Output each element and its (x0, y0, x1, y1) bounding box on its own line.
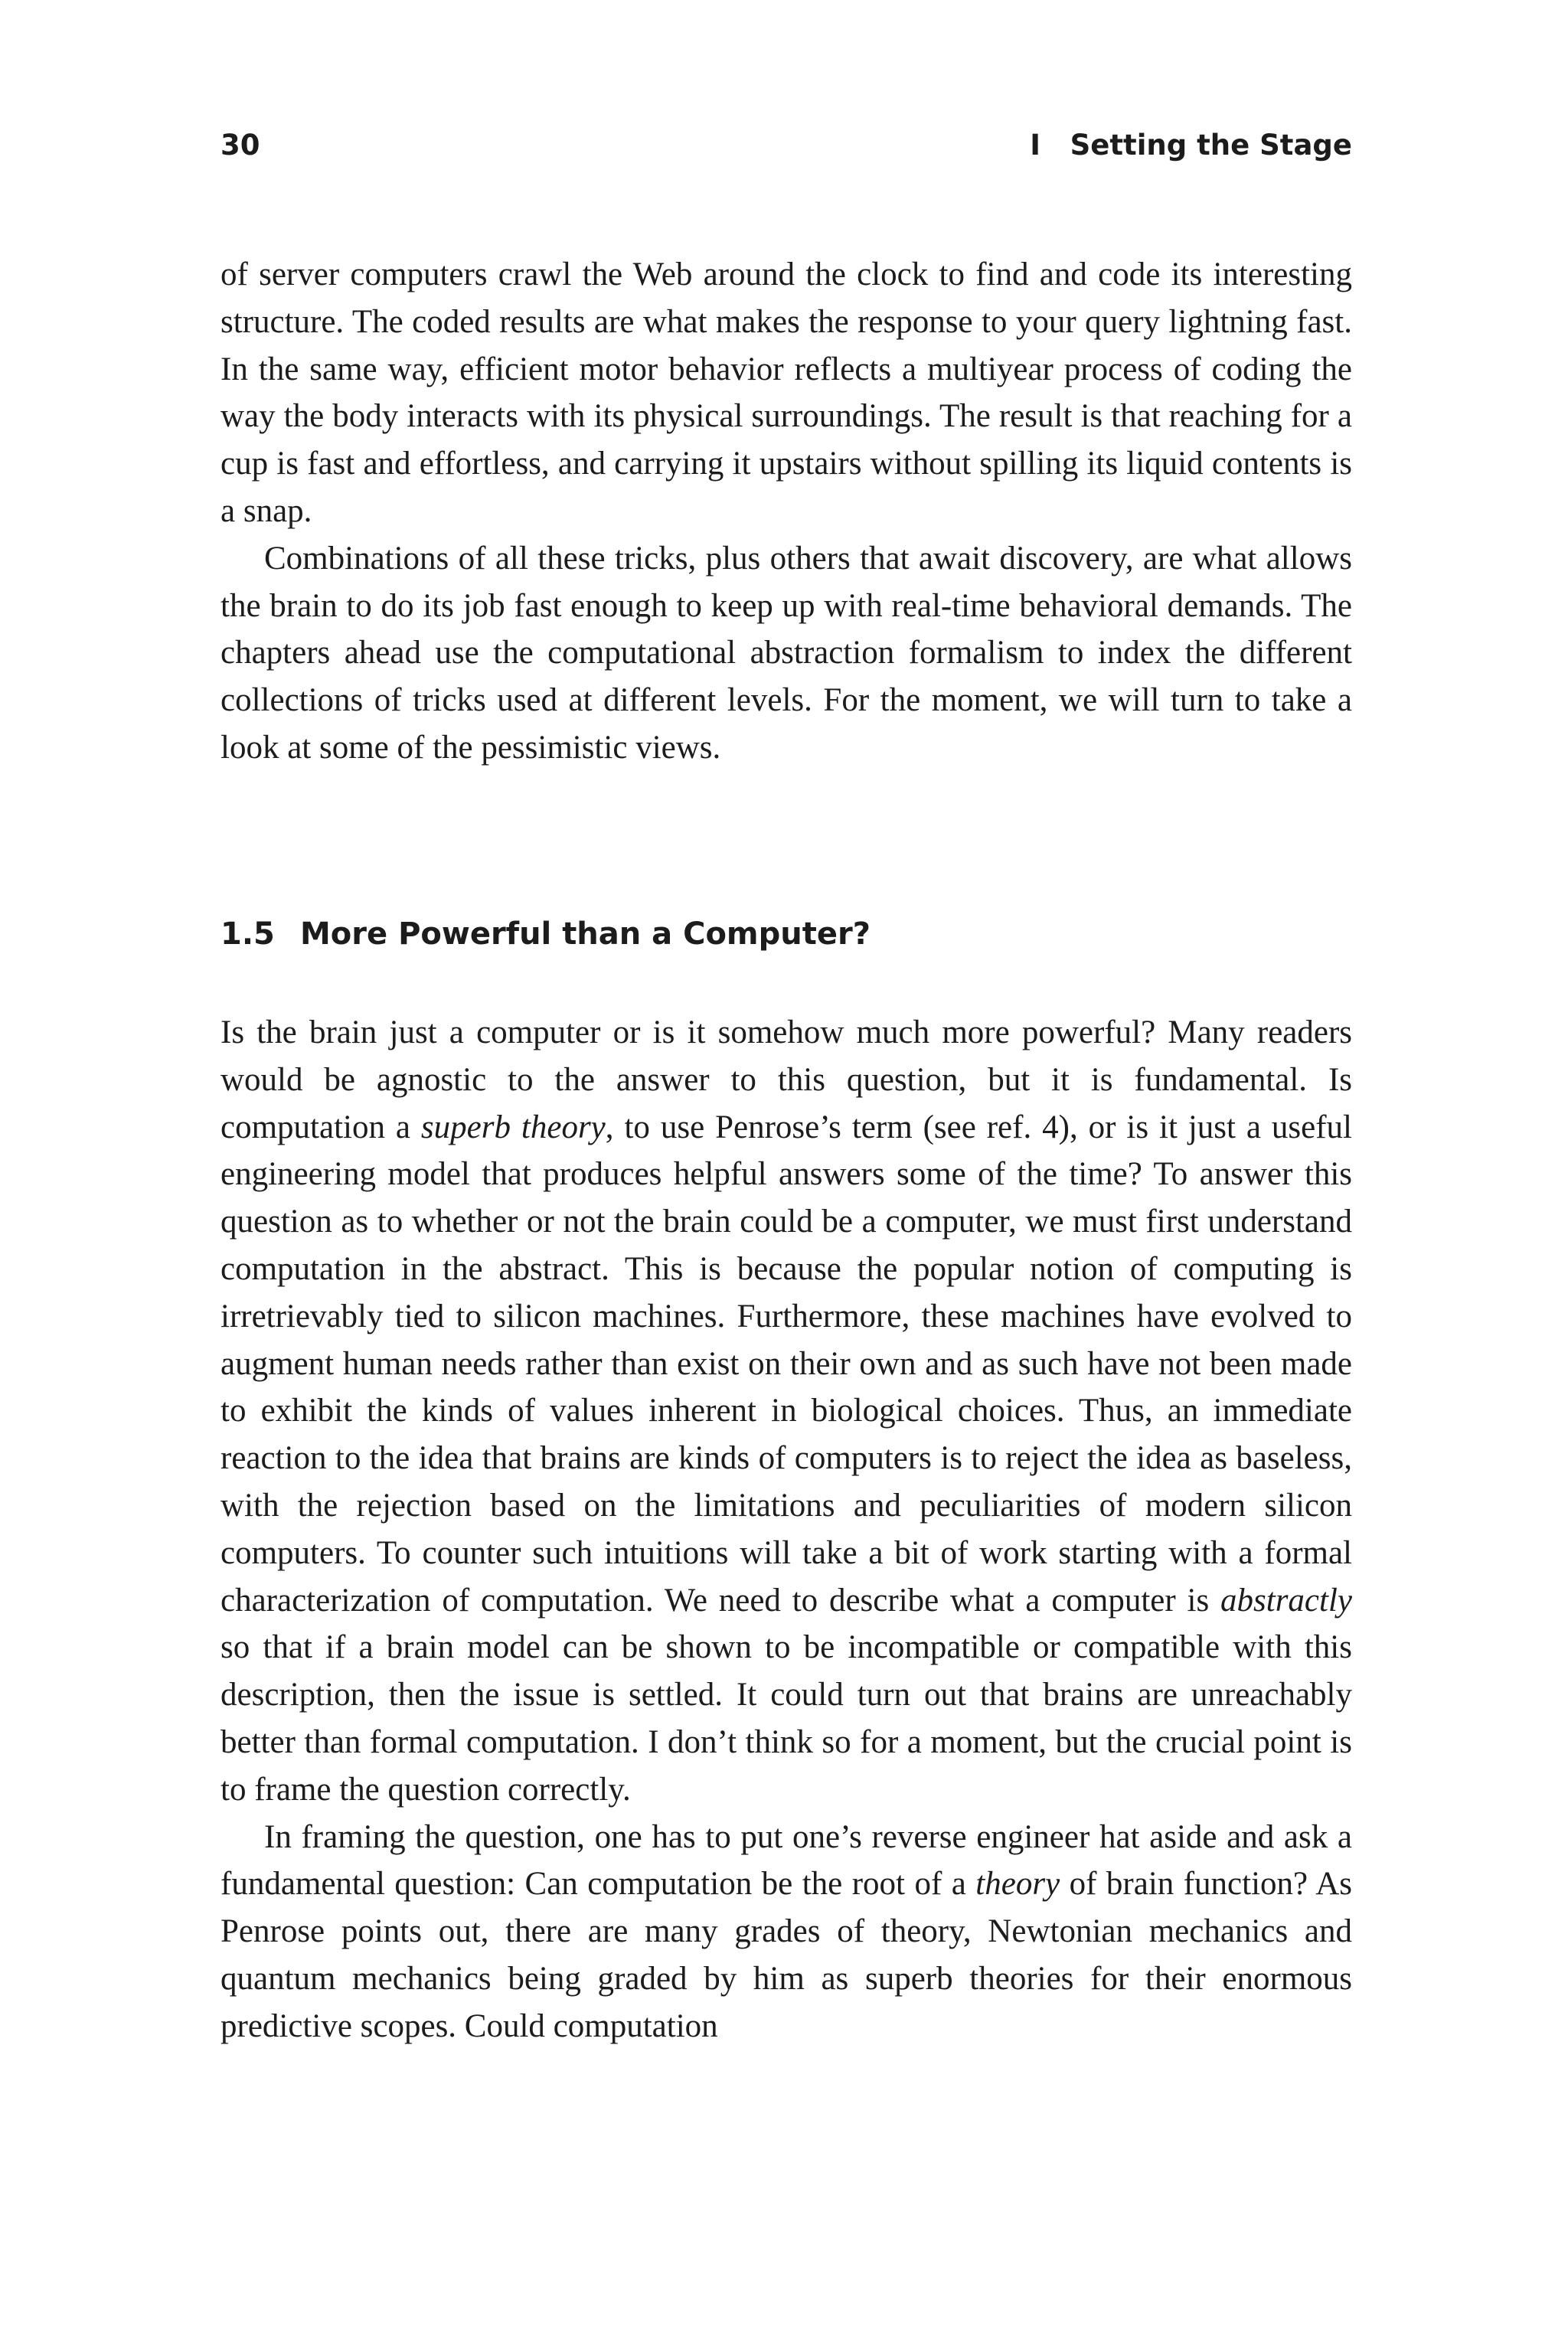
paragraph-3-part-c: so that if a brain model can be shown to be incompatible or compatible with this description, then the issue is settled. It could turn out that brains are unreachably better than formal computation. I don’t think so for a moment, but the crucial point is to frame the question correctly. (220, 1629, 1352, 1808)
section-heading (220, 913, 1352, 956)
paragraph-4 (220, 1814, 1352, 2050)
running-head (220, 124, 1352, 167)
paragraph-4-part-b: of brain function? As Penrose points out, there are many grades of theory, Newtonian mechanics and quantum mechanics being graded by him as superb theories for their enormous predictive scopes. Could computation (220, 1866, 1352, 2044)
section-title: More Powerful than a Computer? (300, 916, 871, 952)
paragraph-3-emphasis-2: abstractly (1220, 1582, 1352, 1619)
paragraph-2: Combinations of all these tricks, plus others that await discovery, are what allows the brain to do its job fast enough to keep up with real-time behavioral demands. The chapters ahead use the computational abstraction formalism to index the different collections of tricks used at different levels. For the moment, we will turn to take a look at some of the pessimistic views. (220, 540, 1352, 766)
paragraph-4-part-a: In framing the question, one has to put one’s reverse engineer hat aside and ask a fundamental question: Can computation be the root of a (220, 1818, 1352, 1903)
paragraph-3 (220, 1009, 1352, 1814)
paragraph-3-part-b: , to use Penrose’s term (see ref. 4), or is it just a useful engineering model that produces helpful answers some of the time? To answer this question as to whether or not the brain could be a computer, we must first understand computation in the abstract. This is because the popular notion of computing is irretrievably tied to silicon machines. Furthermore, these machines have evolved to augment human needs rather than exist on their own and as such have not been made to exhibit the kinds of values inherent in biological choices. Thus, an immediate reaction to the idea that brains are kinds of computers is to reject the idea as baseless, with the rejection based on the limitations and peculiarities of modern silicon computers. To counter such intuitions will take a bit of work starting with a formal characterization of computation. We need to describe what a computer is (220, 1109, 1353, 1619)
body-text-top (220, 251, 1352, 772)
part-title: I Setting the Stage (1030, 129, 1352, 162)
paragraph-1: of server computers crawl the Web around the clock to find and code its interesting structure. The coded results are what makes the response to your query lightning fast. In the same way, efficient motor behavior reflects a multiyear process of coding the way the body interacts with its physical surroundings. The result is that reaching for a cup is fast and effortless, and carrying it upstairs without spilling its liquid contents is a snap. (220, 256, 1352, 529)
page-number: 30 (220, 129, 260, 162)
paragraph-4-emphasis-1: theory (975, 1866, 1060, 1903)
section-number: 1.5 (220, 916, 275, 952)
paragraph-3-part-a: Is the brain just a computer or is it somehow much more powerful? Many readers would be agnostic to the answer to this question, but it is fundamental. Is computation a (220, 1014, 1352, 1145)
paragraph-3-emphasis-1: superb theory (420, 1109, 606, 1145)
body-text-section (220, 1009, 1352, 2050)
